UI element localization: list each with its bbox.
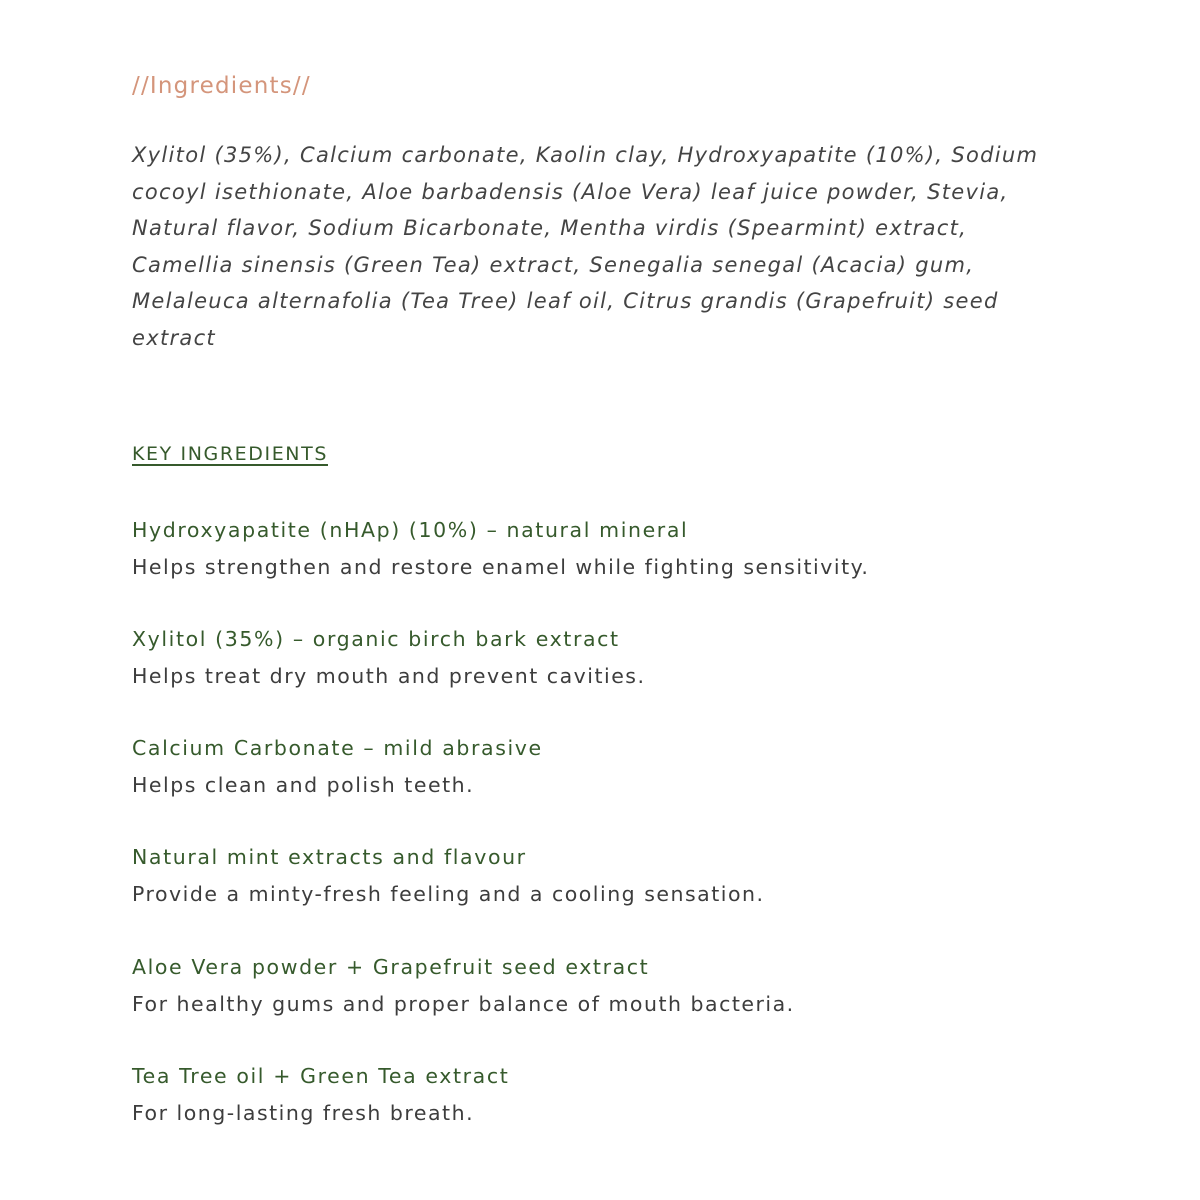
key-ingredient-item (132, 512, 1092, 621)
key-ingredient-description: Helps strengthen and restore enamel while fighting sensitivity. (132, 554, 870, 579)
key-ingredient-description: Helps treat dry mouth and prevent cavities. (132, 663, 646, 688)
key-ingredient-item (132, 839, 1092, 948)
key-ingredient-name: Hydroxyapatite (nHAp) (10%) – natural mineral (132, 517, 689, 542)
key-ingredients-heading: KEY INGREDIENTS (132, 442, 328, 465)
ingredients-page (132, 68, 1092, 1167)
key-ingredient-item (132, 730, 1092, 839)
ingredients-section-title: //Ingredients// (132, 73, 311, 99)
key-ingredient-description: Helps clean and polish teeth. (132, 773, 475, 798)
key-ingredient-item (132, 1058, 1092, 1167)
ingredients-line: extract (132, 325, 216, 350)
key-ingredient-description: For healthy gums and proper balance of mouth bacteria. (132, 991, 795, 1016)
key-ingredient-item (132, 621, 1092, 730)
key-ingredient-item (132, 949, 1092, 1058)
key-ingredient-name: Xylitol (35%) – organic birch bark extract (132, 626, 620, 651)
ingredients-line: Camellia sinensis (Green Tea) extract, Senegalia senegal (Acacia) gum, (132, 252, 975, 277)
ingredients-line: cocoyl isethionate, Aloe barbadensis (Aloe Vera) leaf juice powder, Stevia, (132, 179, 1009, 204)
key-ingredient-description: Provide a minty-fresh feeling and a cooling sensation. (132, 882, 765, 907)
ingredients-list-paragraph (132, 137, 1092, 357)
ingredients-line: Melaleuca alternafolia (Tea Tree) leaf oil, Citrus grandis (Grapefruit) seed (132, 289, 999, 314)
ingredients-line: Xylitol (35%), Calcium carbonate, Kaolin clay, Hydroxyapatite (10%), Sodium (132, 143, 1039, 167)
key-ingredient-name: Natural mint extracts and flavour (132, 845, 527, 870)
key-ingredient-name: Calcium Carbonate – mild abrasive (132, 736, 543, 761)
key-ingredient-description: For long-lasting fresh breath. (132, 1101, 475, 1126)
key-ingredient-name: Aloe Vera powder + Grapefruit seed extract (132, 954, 650, 979)
key-ingredient-name: Tea Tree oil + Green Tea extract (132, 1064, 510, 1089)
key-ingredients-list (132, 512, 1092, 1168)
ingredients-line: Natural flavor, Sodium Bicarbonate, Mentha virdis (Spearmint) extract, (132, 216, 968, 241)
